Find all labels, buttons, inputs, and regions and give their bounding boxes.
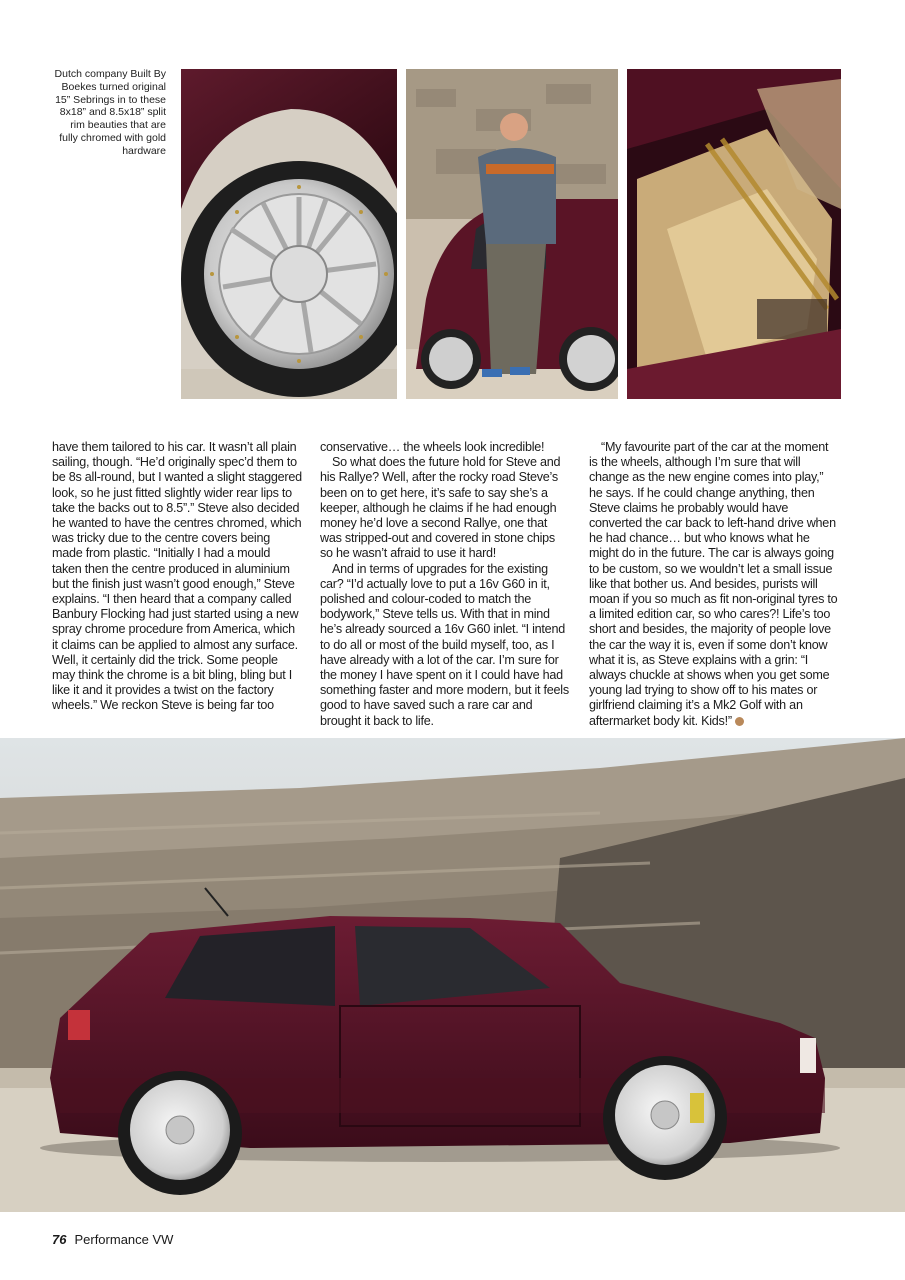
text-column-3 <box>589 440 839 729</box>
interior-photo <box>627 69 841 399</box>
paragraph <box>589 440 839 729</box>
photo-caption: Dutch company Built By Boekes turned original 15” Sebrings in to these 8x18” and 8.5x18” split rim beauties that are fully chromed with gold hardware <box>54 68 166 157</box>
text-column-1 <box>52 440 302 714</box>
paragraph: have them tailored to his car. It wasn’t all plain sailing, though. “He’d originally spec’d them to be 8s all-round, but I wanted a slight staggered look, so he just fitted slightly wider rear lips to take the backs out to 8.5”.” Steve also decided he wanted to have the centres chromed, which was tricky due to the centre covers being made from plastic. “Initially I had a mould taken then the centre produced in aluminium but the finish just wasn’t good enough,” Steve explains. “I then heard that a company called Banbury Flocking had just started using a new spray chrome procedure from America, which it claims can be applied to almost any surface. Well, it certainly did the trick. Some people may think the chrome is a bit bling, bling but I like it and it provides a twist on the factory wheels.” We reckon Steve is being far too <box>52 440 302 713</box>
paragraph: conservative… the wheels look incredible! <box>320 440 545 454</box>
paragraph: So what does the future hold for Steve and his Rallye? Well, after the rocky road Steve’s been on to get here, it’s safe to say she’s a keeper, although he claims if he had enough money he’d love a second Rallye, one that was stripped-out and covered in stone chips so he wasn’t afraid to use it hard! <box>320 455 561 561</box>
page-number: 76 <box>52 1232 67 1247</box>
magazine-title: Performance VW <box>74 1232 174 1247</box>
owner-photo <box>406 69 618 399</box>
text-column-2 <box>320 440 570 729</box>
wheel-photo <box>181 69 397 399</box>
hero-car-photo <box>0 738 905 1212</box>
paragraph-text: “My favourite part of the car at the moment is the wheels, although I’m sure that will change as the new engine comes into play,” he says. If he could change anything, then Steve claims he probably would have converted the car back to left-hand drive when he had chance… but who knows what he might do in the future. The car is always going to be custom, so we wouldn’t let a small issue like that bother us. And besides, purists will moan if you so much as fit non-original tyres to a limited edition car, so who cares?! Life’s too short and besides, the majority of people love the car the way it is, even if some don’t know what it is, as Steve explains with a grin: “I always chuckle at shows when you get some young lad trying to show off to his mates or girlfriend claiming it’s a Mk2 Golf with an aftermarket body kit. Kids!” <box>589 440 838 728</box>
end-mark-icon <box>735 717 744 726</box>
paragraph: And in terms of upgrades for the existing car? “I’d actually love to put a 16v G60 in it, polished and colour-coded to match the bodywork,” Steve tells us. With that in mind he’s already sourced a 16v G60 inlet. “I intend to do all or most of the build myself, too, as I have already with a lot of the car. I’m sure for the money I have spent on it I could have had something faster and more modern, but it feels good to have saved such a rare car and brought it back to life. <box>320 561 569 728</box>
page-footer <box>52 1232 173 1247</box>
